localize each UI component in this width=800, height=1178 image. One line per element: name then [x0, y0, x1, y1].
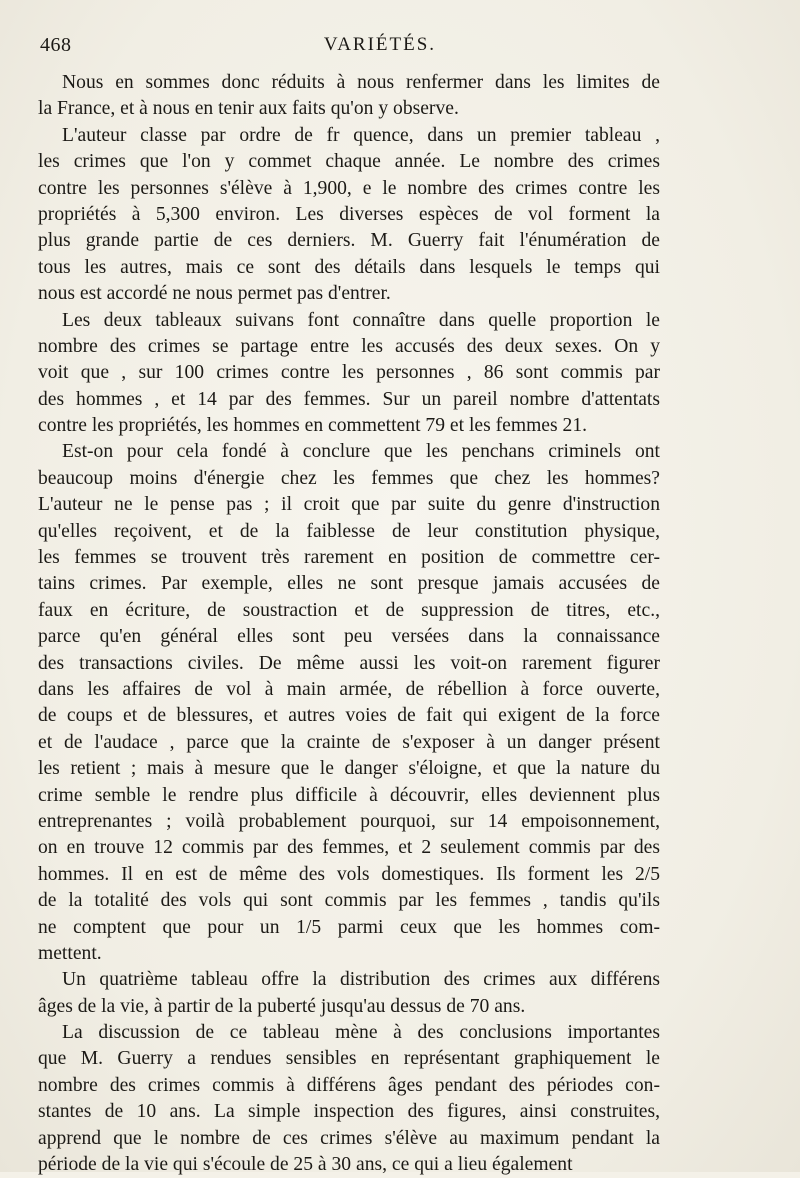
text-line: ne comptent que pour un 1/5 parmi ceux que les hommes com-	[38, 916, 660, 938]
text-line: stantes de 10 ans. La simple inspection des figures, ainsi construites,	[38, 1101, 660, 1123]
text-line: la France, et à nous en tenir aux faits qu'on y observe.	[38, 98, 459, 120]
text-line: des transactions civiles. De même aussi les voit-on rarement figurer	[38, 652, 660, 674]
text-line: les crimes que l'on y commet chaque année. Le nombre des crimes	[38, 151, 660, 173]
text-line: Les deux tableaux suivans font connaître dans quelle proportion le	[62, 309, 660, 331]
text-line: nous est accordé ne nous permet pas d'entrer.	[38, 283, 391, 305]
text-line: que M. Guerry a rendues sensibles en représentant graphiquement le	[38, 1048, 660, 1070]
text-line: Nous en sommes donc réduits à nous renfermer dans les limites de	[62, 72, 660, 93]
text-line: beaucoup moins d'énergie chez les femmes que chez les hommes?	[38, 467, 660, 489]
paragraph	[38, 123, 660, 308]
body-text	[38, 70, 660, 1178]
text-line: voit que , sur 100 crimes contre les personnes , 86 sont commis par	[38, 362, 660, 384]
paragraph	[38, 70, 660, 123]
text-line: tous les autres, mais ce sont des détails dans lesquels le temps qui	[38, 256, 660, 278]
page-number: 468	[40, 34, 72, 56]
text-line: crime semble le rendre plus difficile à découvrir, elles deviennent plus	[38, 784, 660, 806]
text-line: parce qu'en général elles sont peu versées dans la connaissance	[38, 626, 660, 648]
page-header	[40, 34, 680, 58]
running-title: VARIÉTÉS.	[323, 34, 437, 55]
text-line: tains crimes. Par exemple, elles ne sont presque jamais accusées de	[38, 573, 660, 595]
text-line: des hommes , et 14 par des femmes. Sur un pareil nombre d'attentats	[38, 388, 660, 410]
text-line: mettent.	[38, 942, 102, 964]
text-line: qu'elles reçoivent, et de la faiblesse de leur constitution physique,	[38, 520, 660, 542]
text-line: entreprenantes ; voilà probablement pourquoi, sur 14 empoisonnement,	[38, 810, 660, 832]
text-line: La discussion de ce tableau mène à des conclusions importantes	[62, 1022, 660, 1044]
text-line: nombre des crimes commis à différens âges pendant des périodes con-	[38, 1074, 660, 1096]
paragraph	[38, 439, 660, 967]
text-line: nombre des crimes se partage entre les accusés des deux sexes. On y	[38, 335, 660, 357]
text-line: les retient ; mais à mesure que le danger s'éloigne, et que la nature du	[38, 758, 660, 780]
text-line: apprend que le nombre de ces crimes s'élève au maximum pendant la	[38, 1127, 660, 1149]
text-line: de coups et de blessures, et autres voies de fait qui exigent de la force	[38, 705, 660, 727]
text-line: propriétés à 5,300 environ. Les diverses espèces de vol forment la	[38, 203, 660, 225]
text-line: et de l'audace , parce que la crainte de s'exposer à un danger présent	[38, 731, 660, 753]
text-line: faux en écriture, de soustraction et de suppression de titres, etc.,	[38, 599, 660, 621]
text-line: L'auteur classe par ordre de fr quence, dans un premier tableau ,	[62, 124, 660, 146]
text-line: de la totalité des vols qui sont commis par les femmes , tandis qu'ils	[38, 890, 660, 912]
text-line: dans les affaires de vol à main armée, de rébellion à force ouverte,	[38, 678, 660, 700]
text-line: plus grande partie de ces derniers. M. Guerry fait l'énumération de	[38, 230, 660, 252]
text-line: contre les personnes s'élève à 1,900, e le nombre des crimes contre les	[38, 177, 660, 199]
text-line: Un quatrième tableau offre la distribution des crimes aux différens	[62, 969, 660, 991]
text-line: L'auteur ne le pense pas ; il croit que par suite du genre d'instruction	[38, 494, 660, 516]
text-line: hommes. Il en est de même des vols domestiques. Ils forment les 2/5	[38, 863, 660, 885]
text-line: on en trouve 12 commis par des femmes, et 2 seulement commis par des	[38, 837, 660, 859]
paragraph	[38, 308, 660, 440]
text-line: Est-on pour cela fondé à conclure que les penchans criminels ont	[62, 441, 660, 463]
text-line: âges de la vie, à partir de la puberté jusqu'au dessus de 70 ans.	[38, 995, 526, 1017]
text-line: les femmes se trouvent très rarement en position de commettre cer-	[38, 547, 660, 569]
text-line: contre les propriétés, les hommes en commettent 79 et les femmes 21.	[38, 415, 588, 437]
paragraph	[38, 967, 660, 1020]
text-line: période de la vie qui s'écoule de 25 à 30 ans, ce qui a lieu également	[38, 1154, 573, 1176]
paragraph	[38, 1020, 660, 1178]
